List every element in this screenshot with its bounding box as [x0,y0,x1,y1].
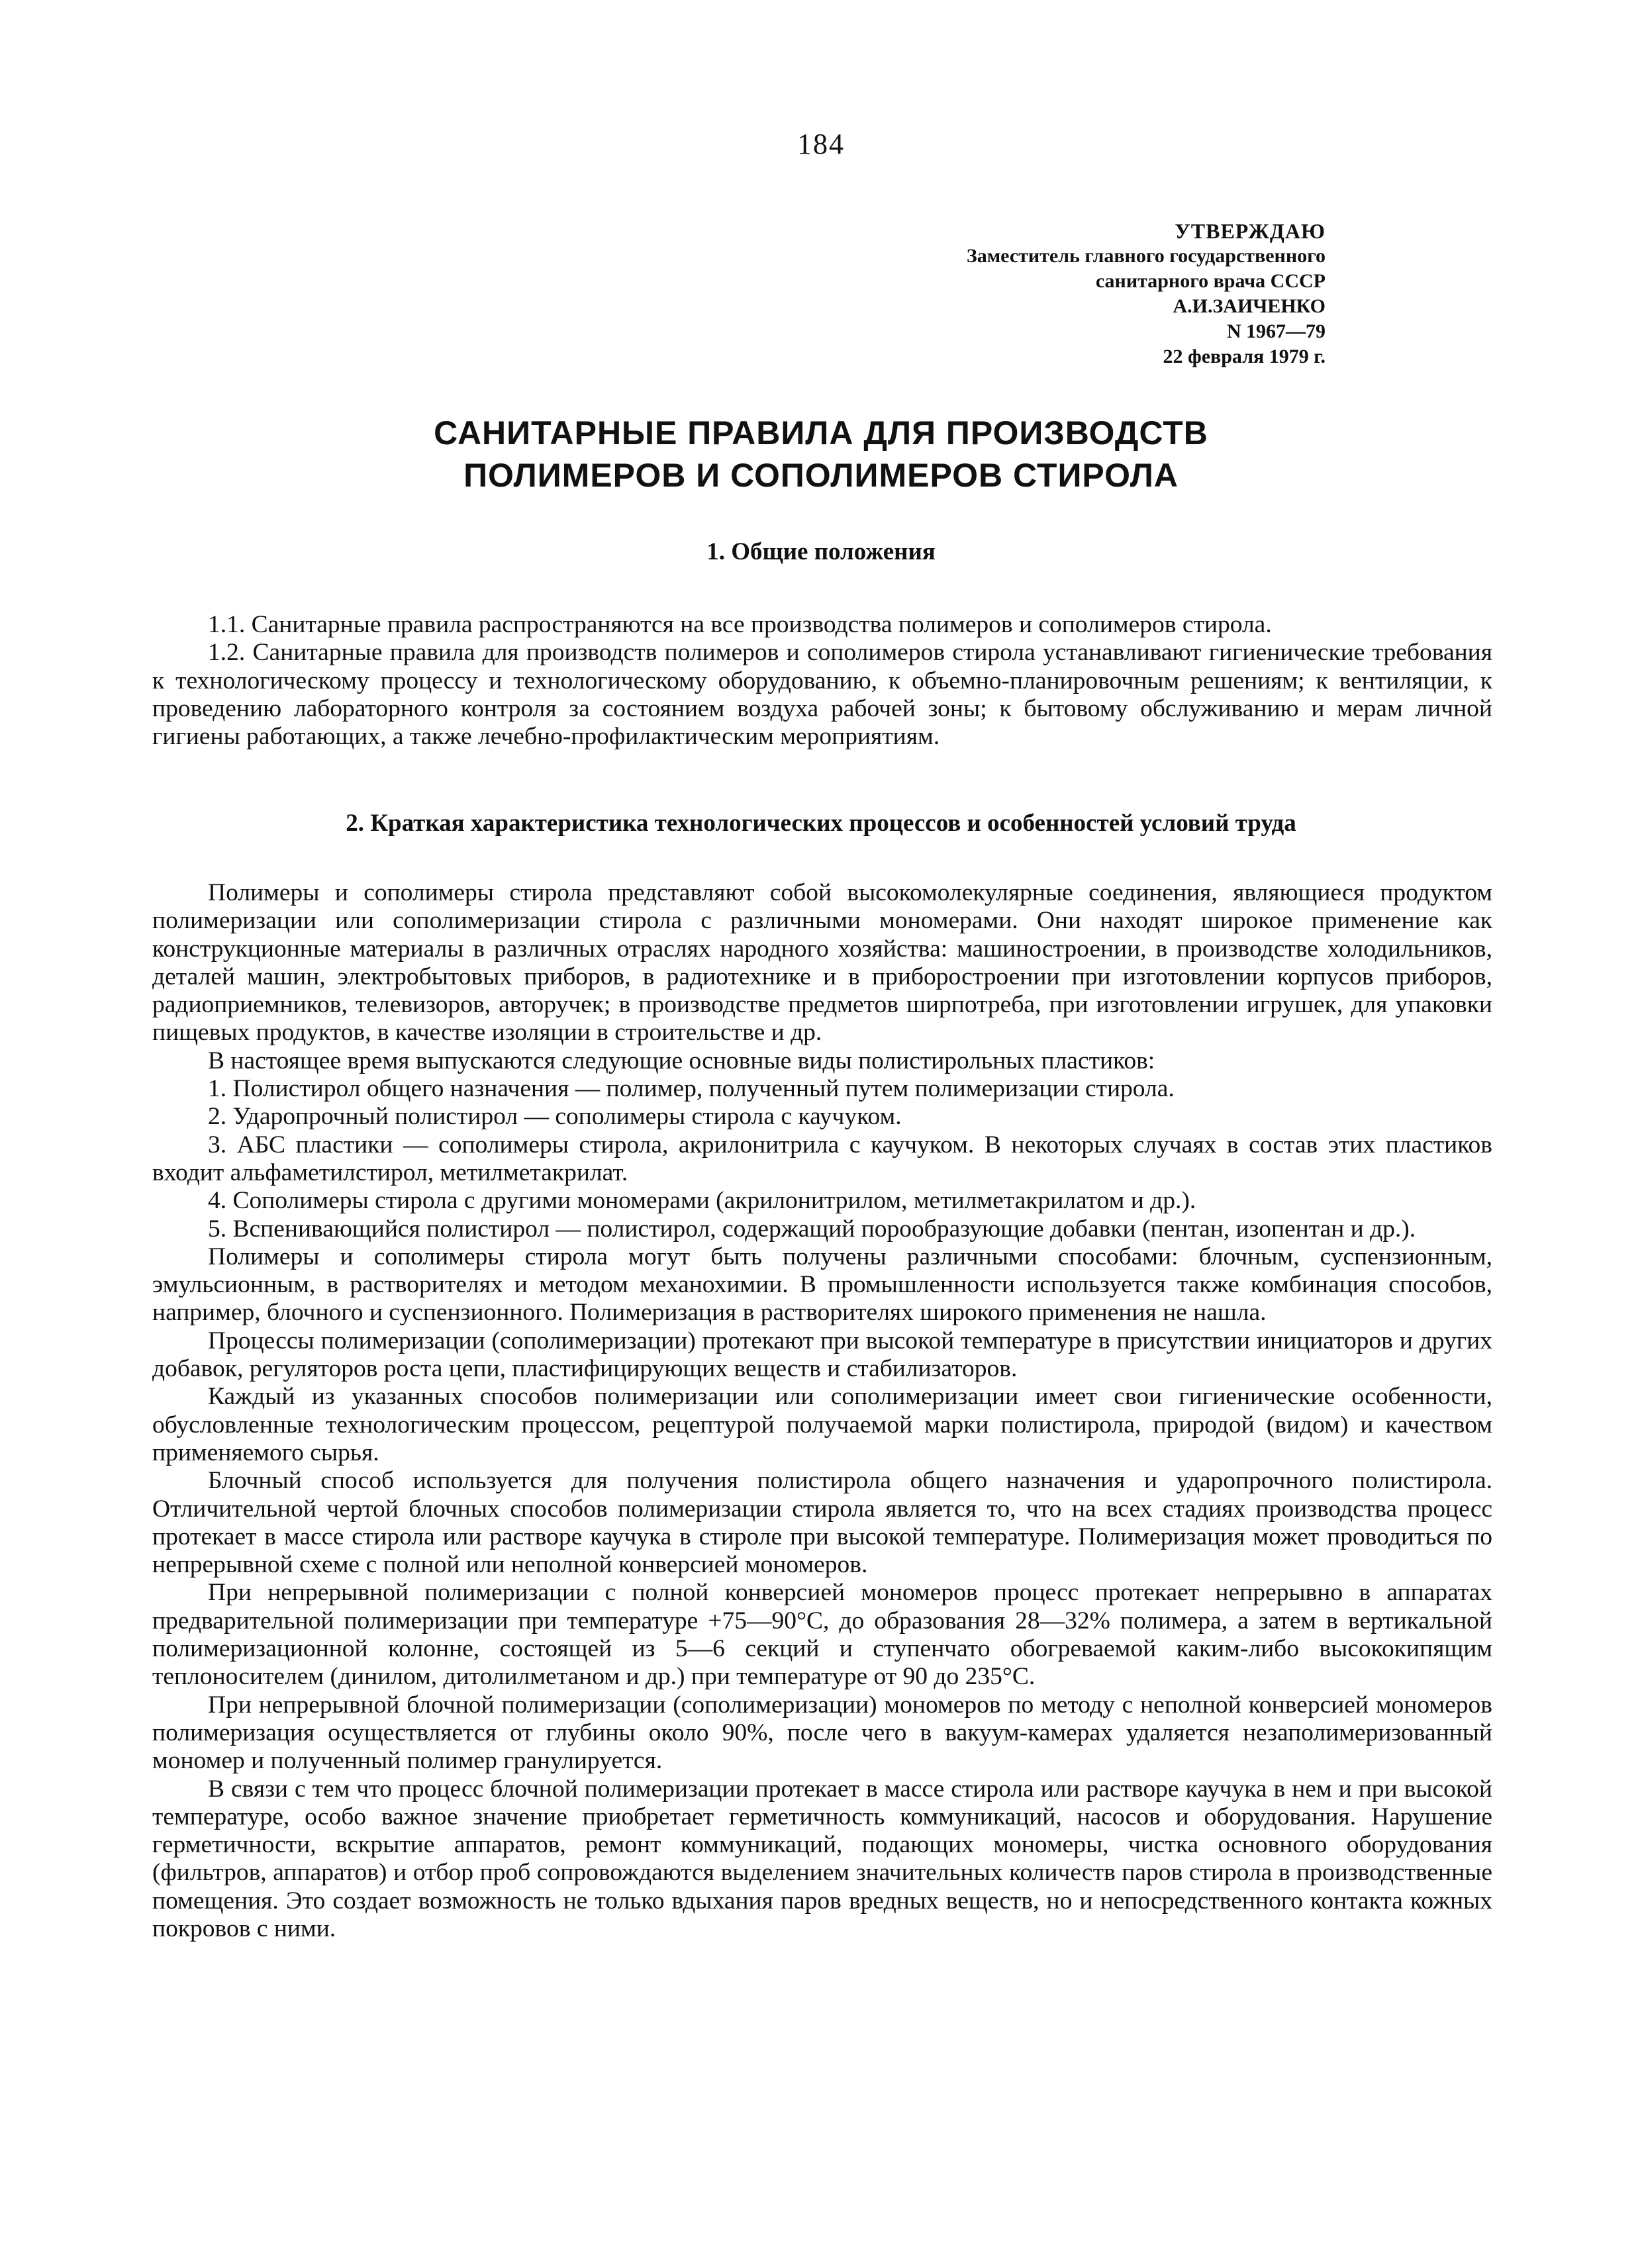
approval-name: А.И.ЗАИЧЕНКО [1173,295,1326,317]
paragraph: Блочный способ используется для получения полистирола общего назначения и ударопрочного полистирола. Отличительной чертой блочных способов полимеризации стирола является то, что на всех стадиях производства процесс протекает в массе стирола или растворе каучука в стироле при высокой температуре. Полимеризация может проводиться по непрерывной схеме с полной или неполной конверсией мономеров. [152,1467,1492,1579]
section2-body [152,879,1492,1943]
section1-body [152,611,1492,751]
section2-title: 2. Краткая характеристика технологических процессов и особенностей условий труда [346,810,1296,837]
list-item: 2. Ударопрочный полистирол — сополимеры стирола с каучуком. [208,1103,902,1131]
approval-number: N 1967—79 [1226,320,1326,342]
paragraph: Полимеры и сополимеры стирола могут быть получены различными способами: блочным, суспензионным, эмульсионным, в растворителях и методом механохимии. В промышленности используется также комбинация способов, например, блочного и суспензионного. Полимеризация в растворителях широкого применения не нашла. [152,1243,1492,1327]
page-number: 184 [797,128,845,160]
list-item: 3. АБС пластики — сополимеры стирола, акрилонитрила с каучуком. В некоторых случаях в состав этих пластиков входит альфаметилстирол, метилметакрилат. [152,1131,1492,1186]
approval-title: УТВЕРЖДАЮ [1175,219,1326,243]
list-item: 4. Сополимеры стирола с другими мономерами (акрилонитрилом, метилметакрилатом и др.). [208,1187,1196,1215]
document-title-line1: САНИТАРНЫЕ ПРАВИЛА ДЛЯ ПРОИЗВОДСТВ [434,414,1208,451]
list-item: 5. Вспенивающийся полистирол — полистирол, содержащий порообразующие добавки (пентан, изопентан и др.). [208,1215,1416,1243]
paragraph: В связи с тем что процесс блочной полимеризации протекает в массе стирола или растворе каучука в нем и при высокой температуре, особо важное значение приобретает герметичность коммуникаций, насосов и оборудования. Нарушение герметичности, вскрытие аппаратов, ремонт коммуникаций, подающих мономеры, чистка основного оборудования (фильтров, аппаратов) и отбор проб сопровождаются выделением значительных количеств паров стирола в производственные помещения. Это создает возможность не только вдыхания паров вредных веществ, но и непосредственного контакта кожных покровов с ними. [152,1775,1492,1942]
approval-date: 22 февраля 1979 г. [1163,346,1326,367]
paragraph: 1.1. Санитарные правила распространяются на все производства полимеров и сополимеров стирола. [208,611,1272,638]
paragraph: При непрерывной полимеризации с полной конверсией мономеров процесс протекает непрерывно в аппаратах предварительной полимеризации при температуре +75—90°С, до образования 28—32% полимера, а затем в вертикальной полимеризационной колонне, состоящей из 5—6 секций и ступенчато обогреваемой каким-либо высококипящим теплоносителем (динилом, дитолилметаном и др.) при температуре от 90 до 235°С. [152,1579,1492,1691]
approval-position-line1: Заместитель главного государственного [966,245,1326,267]
document-title [185,412,1457,496]
paragraph: Процессы полимеризации (сополимеризации) протекают при высокой температуре в присутствии инициаторов и других добавок, регуляторов роста цепи, пластифицирующих веществ и стабилизаторов. [152,1327,1492,1383]
paragraph: Каждый из указанных способов полимеризации или сополимеризации имеет свои гигиенические особенности, обусловленные технологическим процессом, рецептурой получаемой марки полистирола, природой (видом) и качеством применяемого сырья. [152,1383,1492,1466]
approval-stamp [967,218,1326,369]
paragraph: В настоящее время выпускаются следующие основные виды полистирольных пластиков: [208,1047,1155,1074]
list-item: 1. Полистирол общего назначения — полимер, полученный путем полимеризации стирола. [208,1075,1175,1103]
paragraph: Полимеры и сополимеры стирола представляют собой высокомолекулярные соединения, являющиеся продуктом полимеризации или сополимеризации стирола с различными мономерами. Они находят широкое применение как конструкционные материалы в различных отраслях народного хозяйства: машиностроении, в производстве холодильников, деталей машин, электробытовых приборов, в радиотехнике и в приборостроении при изготовлении корпусов приборов, радиоприемников, телевизоров, авторучек; в производстве предметов ширпотреба, при изготовлении игрушек, для упаковки пищевых продуктов, в качестве изоляции в строительстве и др. [152,879,1492,1047]
section1-title: 1. Общие положения [706,538,936,565]
paragraph: 1.2. Санитарные правила для производств полимеров и сополимеров стирола устанавливают гигиенические требования к технологическому процессу и технологическому оборудованию, к объемно-планировочным решениям; к вентиляции, к проведению лабораторного контроля за состоянием воздуха рабочей зоны; к бытовому обслуживанию и мерам личной гигиены работающих, а также лечебно-профилактическим мероприятиям. [152,639,1492,751]
paragraph: При непрерывной блочной полимеризации (сополимеризации) мономеров по методу с неполной конверсией мономеров полимеризация осуществляется от глубины около 90%, после чего в вакуум-камерах удаляется незаполимеризованный мономер и полученный полимер гранулируется. [152,1691,1492,1775]
document-title-line2: ПОЛИМЕРОВ И СОПОЛИМЕРОВ СТИРОЛА [463,457,1179,494]
approval-position-line2: санитарного врача СССР [1095,270,1326,292]
